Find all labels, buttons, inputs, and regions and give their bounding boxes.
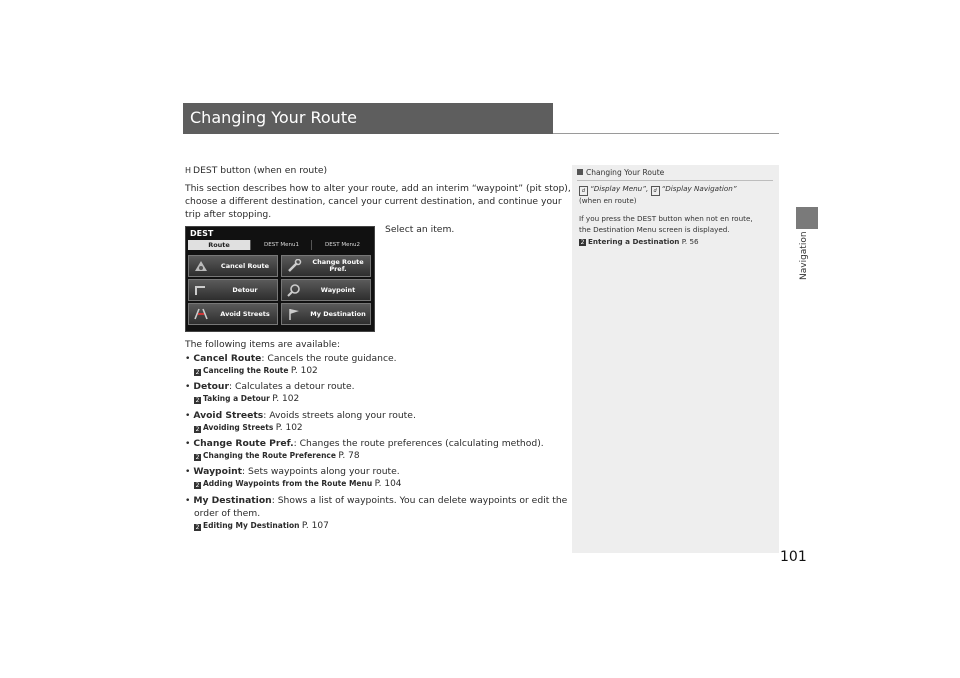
item-name: Detour <box>193 381 229 392</box>
list-item: • Waypoint: Sets waypoints along your route. <box>185 466 400 477</box>
note-cross-reference[interactable] <box>579 237 699 247</box>
xref-page: P. 107 <box>301 521 329 531</box>
voice-commands: d “Display Menu”, d “Display Navigation” <box>579 184 737 196</box>
list-item: • Avoid Streets: Avoids streets along your route. <box>185 410 416 421</box>
page-number: 101 <box>780 549 807 565</box>
voice-command-1: “Display Menu” <box>590 184 646 193</box>
dest-screen-image <box>185 226 375 332</box>
list-intro: The following items are available: <box>185 339 341 350</box>
flag-icon <box>286 307 302 321</box>
item-desc: : Shows a list of waypoints. You can delete waypoints or edit the <box>271 495 568 506</box>
note-marker-icon <box>577 169 583 175</box>
page-title: Changing Your Route <box>190 108 357 127</box>
xref-page: P. 56 <box>681 237 699 246</box>
screen-btn-change-route-pref <box>281 255 371 277</box>
note-heading-text: Changing Your Route <box>586 168 665 177</box>
intro-line-3: trip after stopping. <box>185 209 272 220</box>
xref-page: P. 102 <box>275 423 303 433</box>
screen-title: DEST <box>190 229 214 238</box>
item-name: Waypoint <box>193 466 243 477</box>
item-name: My Destination <box>193 495 272 506</box>
note-rule <box>577 180 773 181</box>
xref-title: Entering a Destination <box>588 237 680 246</box>
note-line-1: If you press the DEST button when not en route, <box>579 214 753 223</box>
xref-arrow-icon: 2 <box>195 524 200 531</box>
hardware-button-icon: H <box>185 166 192 175</box>
xref-arrow-icon: 2 <box>195 397 200 404</box>
section-label: Navigation <box>799 231 809 280</box>
cross-reference[interactable] <box>194 366 318 376</box>
screen-tab-dest-menu2: DEST Menu2 <box>311 240 373 250</box>
item-name: Avoid Streets <box>193 410 264 421</box>
select-instruction: Select an item. <box>385 224 455 235</box>
note-line-2: the Destination Menu screen is displayed. <box>579 225 730 234</box>
item-name: Cancel Route <box>193 353 262 364</box>
screen-btn-avoid-streets <box>188 303 278 325</box>
screen-btn-label: Change Route Pref. <box>312 258 364 273</box>
screen-btn-label: Avoid Streets <box>220 309 270 318</box>
item-desc-continued: order of them. <box>194 508 261 519</box>
wrench-icon <box>286 259 302 273</box>
cross-reference[interactable] <box>194 479 402 489</box>
intro-line-2: choose a different destination, cancel your current destination, and continue your <box>185 196 562 207</box>
voice-command-icon: d <box>651 186 660 196</box>
xref-arrow-icon: 2 <box>195 454 200 461</box>
voice-command-2: “Display Navigation” <box>661 184 737 193</box>
section-tab <box>796 207 818 229</box>
button-heading <box>185 165 327 177</box>
item-name: Change Route Pref. <box>193 438 294 449</box>
screen-btn-label: My Destination <box>310 309 366 318</box>
xref-title: Editing My Destination <box>203 521 300 530</box>
avoid-streets-icon <box>193 307 209 321</box>
voice-command-icon: d <box>579 186 588 196</box>
list-item: • Cancel Route: Cancels the route guidance. <box>185 353 397 364</box>
title-rule <box>553 133 779 134</box>
list-item: • Change Route Pref.: Changes the route preferences (calculating method). <box>185 438 544 449</box>
detour-icon <box>193 283 209 297</box>
screen-btn-label: Cancel Route <box>220 261 270 270</box>
intro-line-1: This section describes how to alter your route, add an interim “waypoint” (pit stop), <box>185 183 571 194</box>
note-heading <box>577 168 664 177</box>
cross-reference[interactable] <box>194 521 329 531</box>
screen-btn-label: Detour <box>232 285 258 294</box>
xref-arrow-icon: 2 <box>195 426 200 433</box>
xref-arrow-icon: 2 <box>580 239 585 246</box>
cross-reference[interactable] <box>194 394 299 404</box>
cancel-route-icon <box>193 259 209 273</box>
xref-title: Adding Waypoints from the Route Menu <box>203 479 373 488</box>
xref-page: P. 102 <box>290 366 318 376</box>
screen-btn-my-destination <box>281 303 371 325</box>
button-heading-text: DEST button (when en route) <box>193 165 328 176</box>
screen-btn-waypoint <box>281 279 371 301</box>
screen-tabs <box>188 240 372 250</box>
magnifier-icon <box>286 283 302 297</box>
screen-btn-cancel-route <box>188 255 278 277</box>
item-desc: : Calculates a detour route. <box>228 381 355 392</box>
screen-btn-detour <box>188 279 278 301</box>
xref-title: Changing the Route Preference <box>203 451 336 460</box>
xref-arrow-icon: 2 <box>195 482 200 489</box>
screen-btn-label: Waypoint <box>320 285 356 294</box>
cross-reference[interactable] <box>194 423 303 433</box>
item-desc: : Cancels the route guidance. <box>261 353 397 364</box>
item-desc: : Sets waypoints along your route. <box>242 466 400 477</box>
xref-title: Avoiding Streets <box>203 423 274 432</box>
xref-page: P. 104 <box>374 479 402 489</box>
xref-arrow-icon: 2 <box>195 369 200 376</box>
cross-reference[interactable] <box>194 451 360 461</box>
item-desc: : Avoids streets along your route. <box>263 410 416 421</box>
screen-tab-route: Route <box>188 240 250 250</box>
xref-title: Canceling the Route <box>203 366 289 375</box>
xref-page: P. 78 <box>338 451 360 461</box>
list-item: • My Destination: Shows a list of waypoints. You can delete waypoints or edit the <box>185 495 568 506</box>
xref-title: Taking a Detour <box>203 394 270 403</box>
item-desc: : Changes the route preferences (calculating method). <box>293 438 544 449</box>
list-item: • Detour: Calculates a detour route. <box>185 381 355 392</box>
xref-page: P. 102 <box>272 394 300 404</box>
screen-tab-dest-menu1: DEST Menu1 <box>250 240 312 250</box>
voice-command-condition: (when en route) <box>579 196 637 205</box>
